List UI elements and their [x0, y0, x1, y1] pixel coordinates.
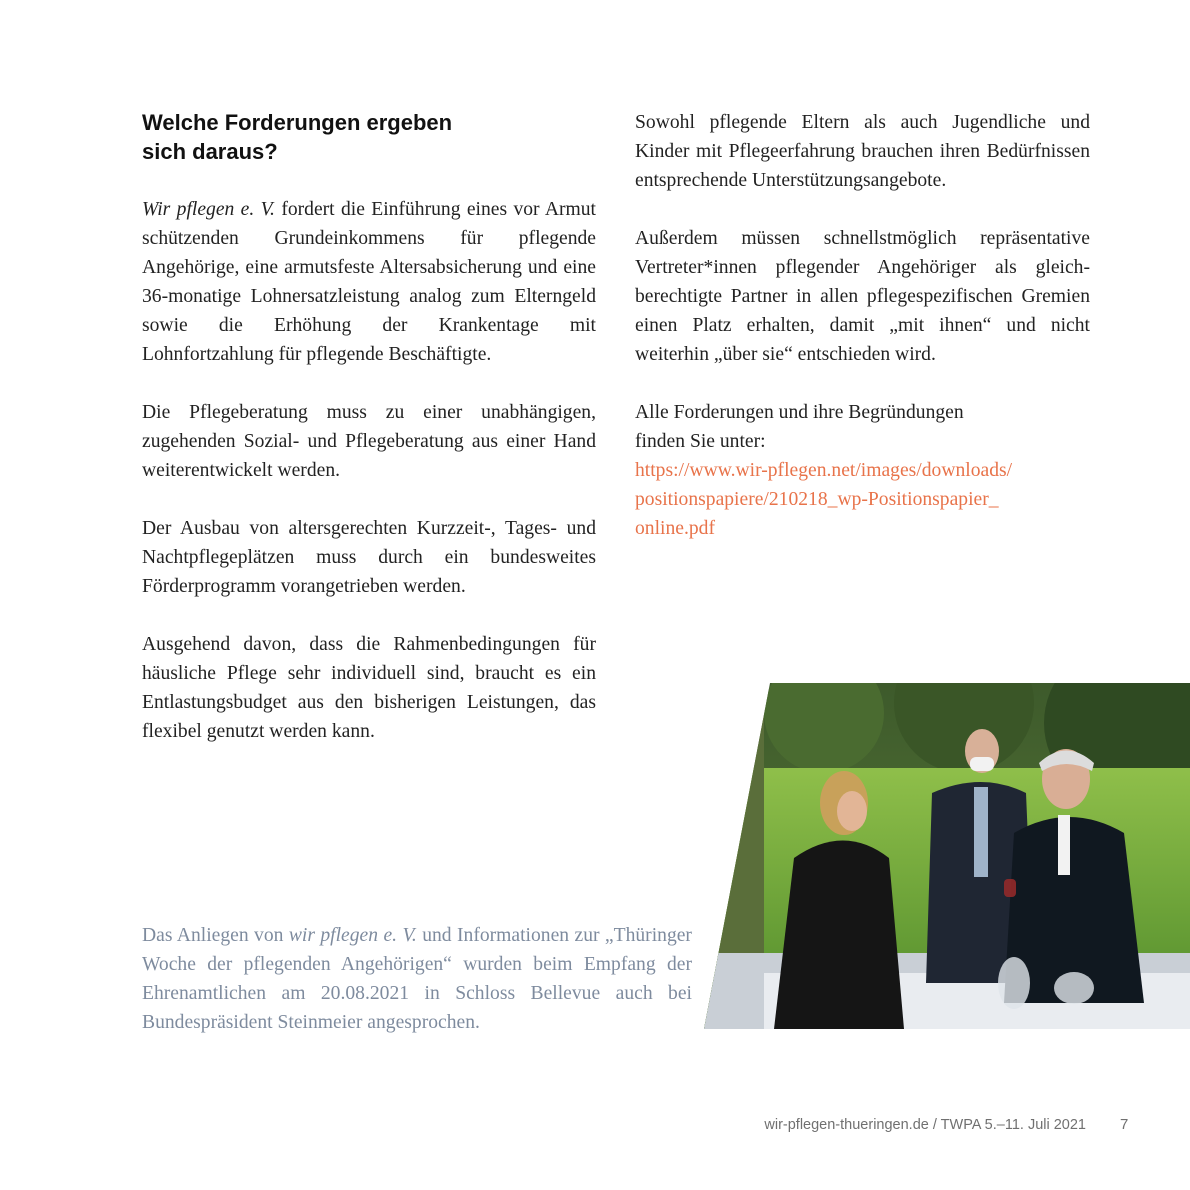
org-name: Wir pflegen e. V.: [142, 199, 275, 220]
photo-caption: [142, 921, 692, 1037]
right-column: [635, 108, 1090, 572]
page-number: 7: [1120, 1116, 1129, 1133]
link-line-2: positionspapiere/210218_wp-Positionspapier_: [635, 489, 999, 510]
more-info-line1: Alle Forderungen und ihre Begründungen: [635, 402, 964, 423]
link-line-3: online.pdf: [635, 518, 715, 539]
caption-org-name: wir pflegen e. V.: [288, 925, 417, 946]
caption-text-1: Das Anliegen von: [142, 925, 289, 946]
paragraph-representation: Außerdem müssen schnellstmöglich repräsentative Vertreter*innen pflegender Angehöriger als gleichberechtigte Partner in allen pflegespezifischen Gremien einen Platz erhalten, damit „mit ihnen“ und nicht weiterhin „über sie“ entschieden wird.: [635, 228, 1090, 365]
paragraph-relief-budget: Ausgehend davon, dass die Rahmenbedingungen für häusliche Pflege sehr individuell sind, braucht es ein Entlastungsbudget aus den bisherigen Leistungen, das flexibel genutzt werden kann.: [142, 634, 596, 742]
position-paper-link[interactable]: [635, 456, 1090, 543]
caption-text-2: und Informationen zur „Thüringer Woche der pflegenden Angehörigen“ wurden beim Empfang der Ehrenamtlichen am 20.08.2021 in Schloss Bellevue auch bei Bundespräsident Steinmeier angesprochen.: [142, 925, 692, 1033]
footer-citation: wir-pflegen-thueringen.de / TWPA 5.–11. Juli 2021: [764, 1117, 1086, 1133]
paragraph-short-term-care: Der Ausbau von altersgerechten Kurzzeit-, Tages- und Nachtpflegeplätzen muss durch ein bundesweites Förderprogramm vorangetrieben werden.: [142, 518, 596, 597]
section-heading: Welche Forderungen ergeben sich daraus?: [142, 110, 453, 164]
left-column: [142, 108, 596, 775]
paragraph-income: [142, 195, 596, 369]
more-info-line2: finden Sie unter:: [635, 431, 766, 452]
reception-photo: [704, 683, 1190, 1029]
paragraph-more-info: [635, 398, 1090, 543]
paragraph-support-offers: Sowohl pflegende Eltern als auch Jugendliche und Kinder mit Pflegeerfahrung brauchen ihren Bedürfnissen entsprechende Unterstützungsangebote.: [635, 112, 1090, 191]
paragraph-income-text: fordert die Einführung eines vor Armut schützenden Grundeinkommens für pflegende Angehörige, eine armutsfeste Altersabsicherung und eine 36-monatige Lohnersatzleistung analog zum Elterngeld sowie die Erhöhung der Krankentage mit Lohnfortzahlung für pflegende Beschäftigte.: [142, 199, 596, 365]
link-line-1: https://www.wir-pflegen.net/images/downloads/: [635, 460, 1013, 481]
paragraph-counseling: Die Pflegeberatung muss zu einer unabhängigen, zugehenden Sozial- und Pflegeberatung aus einer Hand weiterentwickelt werden.: [142, 402, 596, 481]
